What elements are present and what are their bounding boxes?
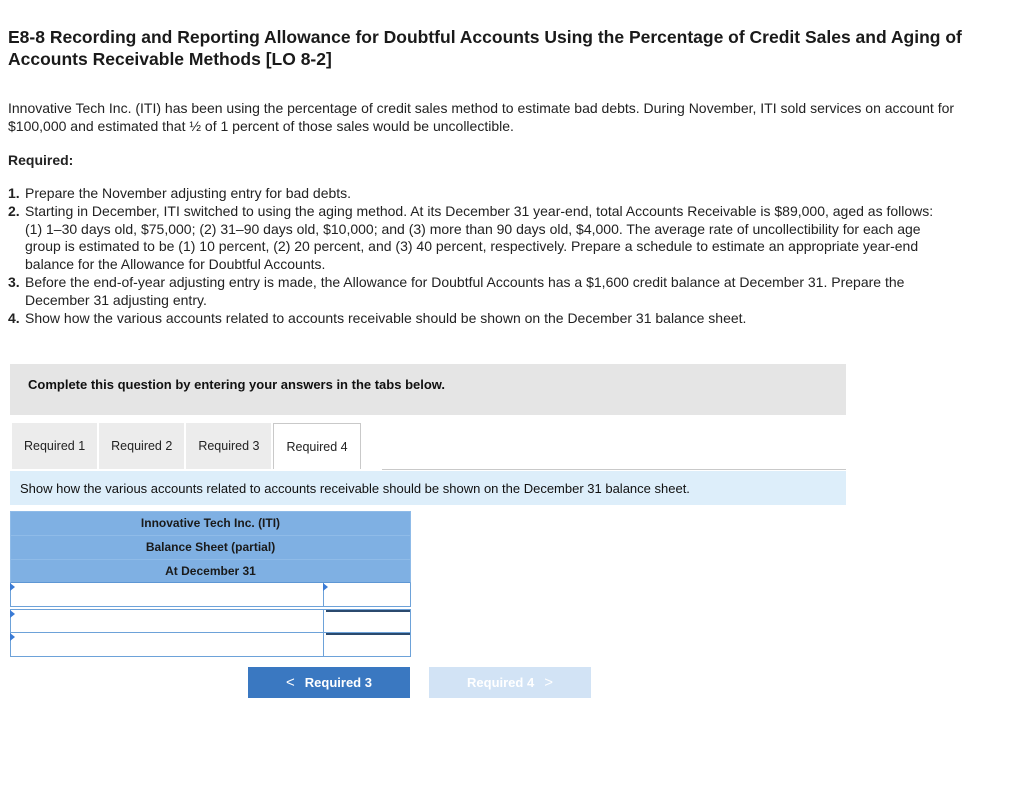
previous-button-label: Required 3	[304, 675, 372, 690]
requirement-item	[8, 274, 948, 310]
instruction-banner: Complete this question by entering your answers in the tabs below.	[10, 364, 846, 415]
problem-intro: Innovative Tech Inc. (ITI) has been using the percentage of credit sales method to estimate bad debts. During November, ITI sold services on account for $100,000 and estimated that ½ of 1 percent of those sales would be uncollectible.	[8, 100, 955, 134]
input-marker-icon	[10, 633, 15, 641]
requirement-item	[8, 310, 948, 328]
balance-sheet-row	[10, 609, 411, 633]
top-border-line	[326, 633, 410, 635]
requirement-text: Show how the various accounts related to accounts receivable should be shown on the December 31 balance sheet.	[25, 309, 747, 326]
requirement-item	[8, 203, 948, 274]
amount-cell	[324, 633, 410, 656]
requirement-number: 3.	[8, 273, 20, 290]
requirement-number: 4.	[8, 309, 20, 326]
tab-divider	[382, 469, 846, 470]
company-name: Innovative Tech Inc. (ITI)	[10, 511, 411, 535]
tab-required-2[interactable]: Required 2	[99, 423, 184, 469]
input-marker-icon	[10, 583, 15, 591]
balance-sheet-row	[10, 583, 411, 607]
balance-sheet-table	[10, 511, 411, 657]
next-button-label: Required 4	[467, 675, 535, 690]
amount-cell	[324, 583, 410, 606]
chevron-left-icon: <	[286, 674, 295, 691]
requirement-number: 2.	[8, 202, 20, 219]
required-heading: Required:	[8, 152, 74, 168]
top-border-line	[326, 610, 410, 612]
requirement-text: Prepare the November adjusting entry for bad debts.	[25, 185, 352, 201]
tab-required-3[interactable]: Required 3	[186, 423, 271, 469]
amount-input[interactable]	[324, 610, 410, 632]
requirement-text: Before the end-of-year adjusting entry is made, the Allowance for Doubtful Accounts has a $1,600 credit balance at December 31. Prepare the December 31 adjusting entry.	[25, 273, 905, 308]
input-marker-icon	[10, 610, 15, 618]
statement-date: At December 31	[10, 559, 411, 583]
question-prompt: Show how the various accounts related to accounts receivable should be shown on the December 31 balance sheet.	[10, 471, 846, 505]
previous-button[interactable]	[248, 667, 410, 698]
balance-sheet-row	[10, 633, 411, 657]
requirement-number: 1.	[8, 185, 20, 201]
amount-cell	[324, 610, 410, 632]
amount-input[interactable]	[324, 583, 410, 606]
next-button	[429, 667, 591, 698]
chevron-right-icon: >	[544, 674, 553, 691]
tab-required-1[interactable]: Required 1	[12, 423, 97, 469]
problem-title: E8-8 Recording and Reporting Allowance for Doubtful Accounts Using the Percentage of Credit Sales and Aging of Accounts Receivable Methods [LO 8-2]	[8, 27, 962, 69]
requirement-text: Starting in December, ITI switched to using the aging method. At its December 31 year-end, total Accounts Receivable is $89,000, aged as follows: (1) 1–30 days old, $75,000; (2) 31–90 days old, $10,000; and (3) more than 90 days old, $4,000. The average rate of uncollectibility for each age group is estimated to be (1) 10 percent, (2) 20 percent, and (3) 40 percent, respectively. Prepare a schedule to estimate an appropriate year-end balance for the Allowance for Doubtful Accounts.	[25, 202, 934, 273]
statement-name: Balance Sheet (partial)	[10, 535, 411, 559]
amount-input[interactable]	[324, 633, 410, 656]
account-cell	[11, 633, 324, 656]
account-name-input[interactable]	[11, 633, 323, 656]
account-name-input[interactable]	[11, 610, 323, 632]
tab-required-4[interactable]: Required 4	[273, 423, 360, 469]
input-marker-icon	[323, 583, 328, 591]
account-name-input[interactable]	[11, 583, 323, 606]
requirements-list	[8, 185, 948, 327]
requirement-item	[8, 185, 948, 203]
tab-bar	[12, 423, 363, 469]
account-cell	[11, 583, 324, 606]
account-cell	[11, 610, 324, 632]
